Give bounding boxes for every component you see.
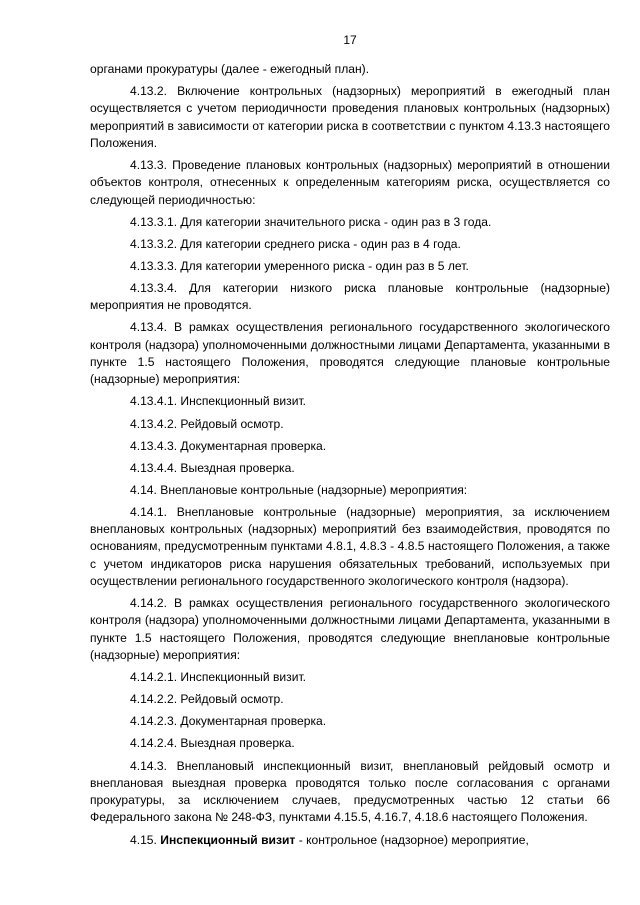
paragraph: 4.13.4.2. Рейдовый осмотр. (130, 416, 284, 431)
paragraph: 4.14.2.2. Рейдовый осмотр. (130, 692, 284, 707)
bold-term: Инспекционный визит (160, 832, 296, 847)
paragraph: 4.14.1. Внеплановые контрольные (надзорные) мероприятия, за исключением внеплановых контрольных (надзорных) мероприятий без взаимодействия, проводятся по основаниям, предусмотренным пунктами 4.8.1, 4.8.3 - 4.8.5 настоящего Положения, а также с учетом индикаторов риска нарушения обязательных требований, используемых при осуществлении регионального государственного экологического контроля (надзора). (90, 504, 610, 589)
paragraph: 4.14.2.1. Инспекционный визит. (130, 670, 307, 685)
paragraph: 4.13.3.2. Для категории среднего риска - один раз в 4 года. (130, 236, 461, 251)
paragraph: 4.14.2.3. Документарная проверка. (130, 714, 327, 729)
paragraph-last (90, 832, 610, 849)
paragraph-rest: - контрольное (надзорное) мероприятие, (298, 832, 529, 847)
paragraph-number: 4.15. (130, 832, 157, 847)
paragraph: 4.14. Внеплановые контрольные (надзорные) мероприятия: (130, 482, 468, 497)
paragraph: 4.13.4. В рамках осуществления регионального государственного экологического контроля (надзора) уполномоченными должностными лицами Департамента, указанными в пункте 1.5 настоящего Положения, проводятся следующие плановые контрольные (надзорные) мероприятия: (90, 320, 610, 387)
document-body (90, 61, 610, 849)
paragraph: 4.13.3. Проведение плановых контрольных (надзорных) мероприятий в отношении объектов контроля, отнесенных к определенным категориям риска, осуществляется со следующей периодичностью: (90, 158, 610, 207)
paragraph: 4.13.3.4. Для категории низкого риска плановые контрольные (надзорные) мероприятия не проводятся. (90, 281, 610, 313)
paragraph: органами прокуратуры (далее - ежегодный план). (90, 62, 370, 76)
paragraph: 4.14.2.4. Выездная проверка. (130, 736, 295, 751)
paragraph: 4.14.2. В рамках осуществления регионального государственного экологического контроля (надзора) уполномоченными должностными лицами Департамента, указанными в пункте 1.5 настоящего Положения, проводятся следующие внеплановые контрольные (надзорные) мероприятия: (90, 596, 610, 663)
paragraph: 4.13.4.3. Документарная проверка. (130, 438, 327, 453)
paragraph: 4.13.4.4. Выездная проверка. (130, 460, 295, 475)
paragraph: 4.13.4.1. Инспекционный визит. (130, 394, 307, 409)
page-number: 17 (343, 33, 357, 47)
paragraph: 4.14.3. Внеплановый инспекционный визит, внеплановый рейдовый осмотр и внеплановая выездная проверка проводятся только после согласования с органами прокуратуры, за исключением случаев, предусмотренных частью 12 статьи 66 Федерального закона № 248-ФЗ, пунктами 4.15.5, 4.16.7, 4.18.6 настоящего Положения. (90, 758, 610, 825)
paragraph: 4.13.2. Включение контрольных (надзорных) мероприятий в ежегодный план осуществляется с учетом периодичности проведения плановых контрольных (надзорных) мероприятий в зависимости от категории риска в соответствии с пунктом 4.13.3 настоящего Положения. (90, 84, 610, 150)
paragraph: 4.13.3.3. Для категории умеренного риска - один раз в 5 лет. (130, 258, 469, 273)
paragraph: 4.13.3.1. Для категории значительного риска - один раз в 3 года. (130, 214, 492, 229)
